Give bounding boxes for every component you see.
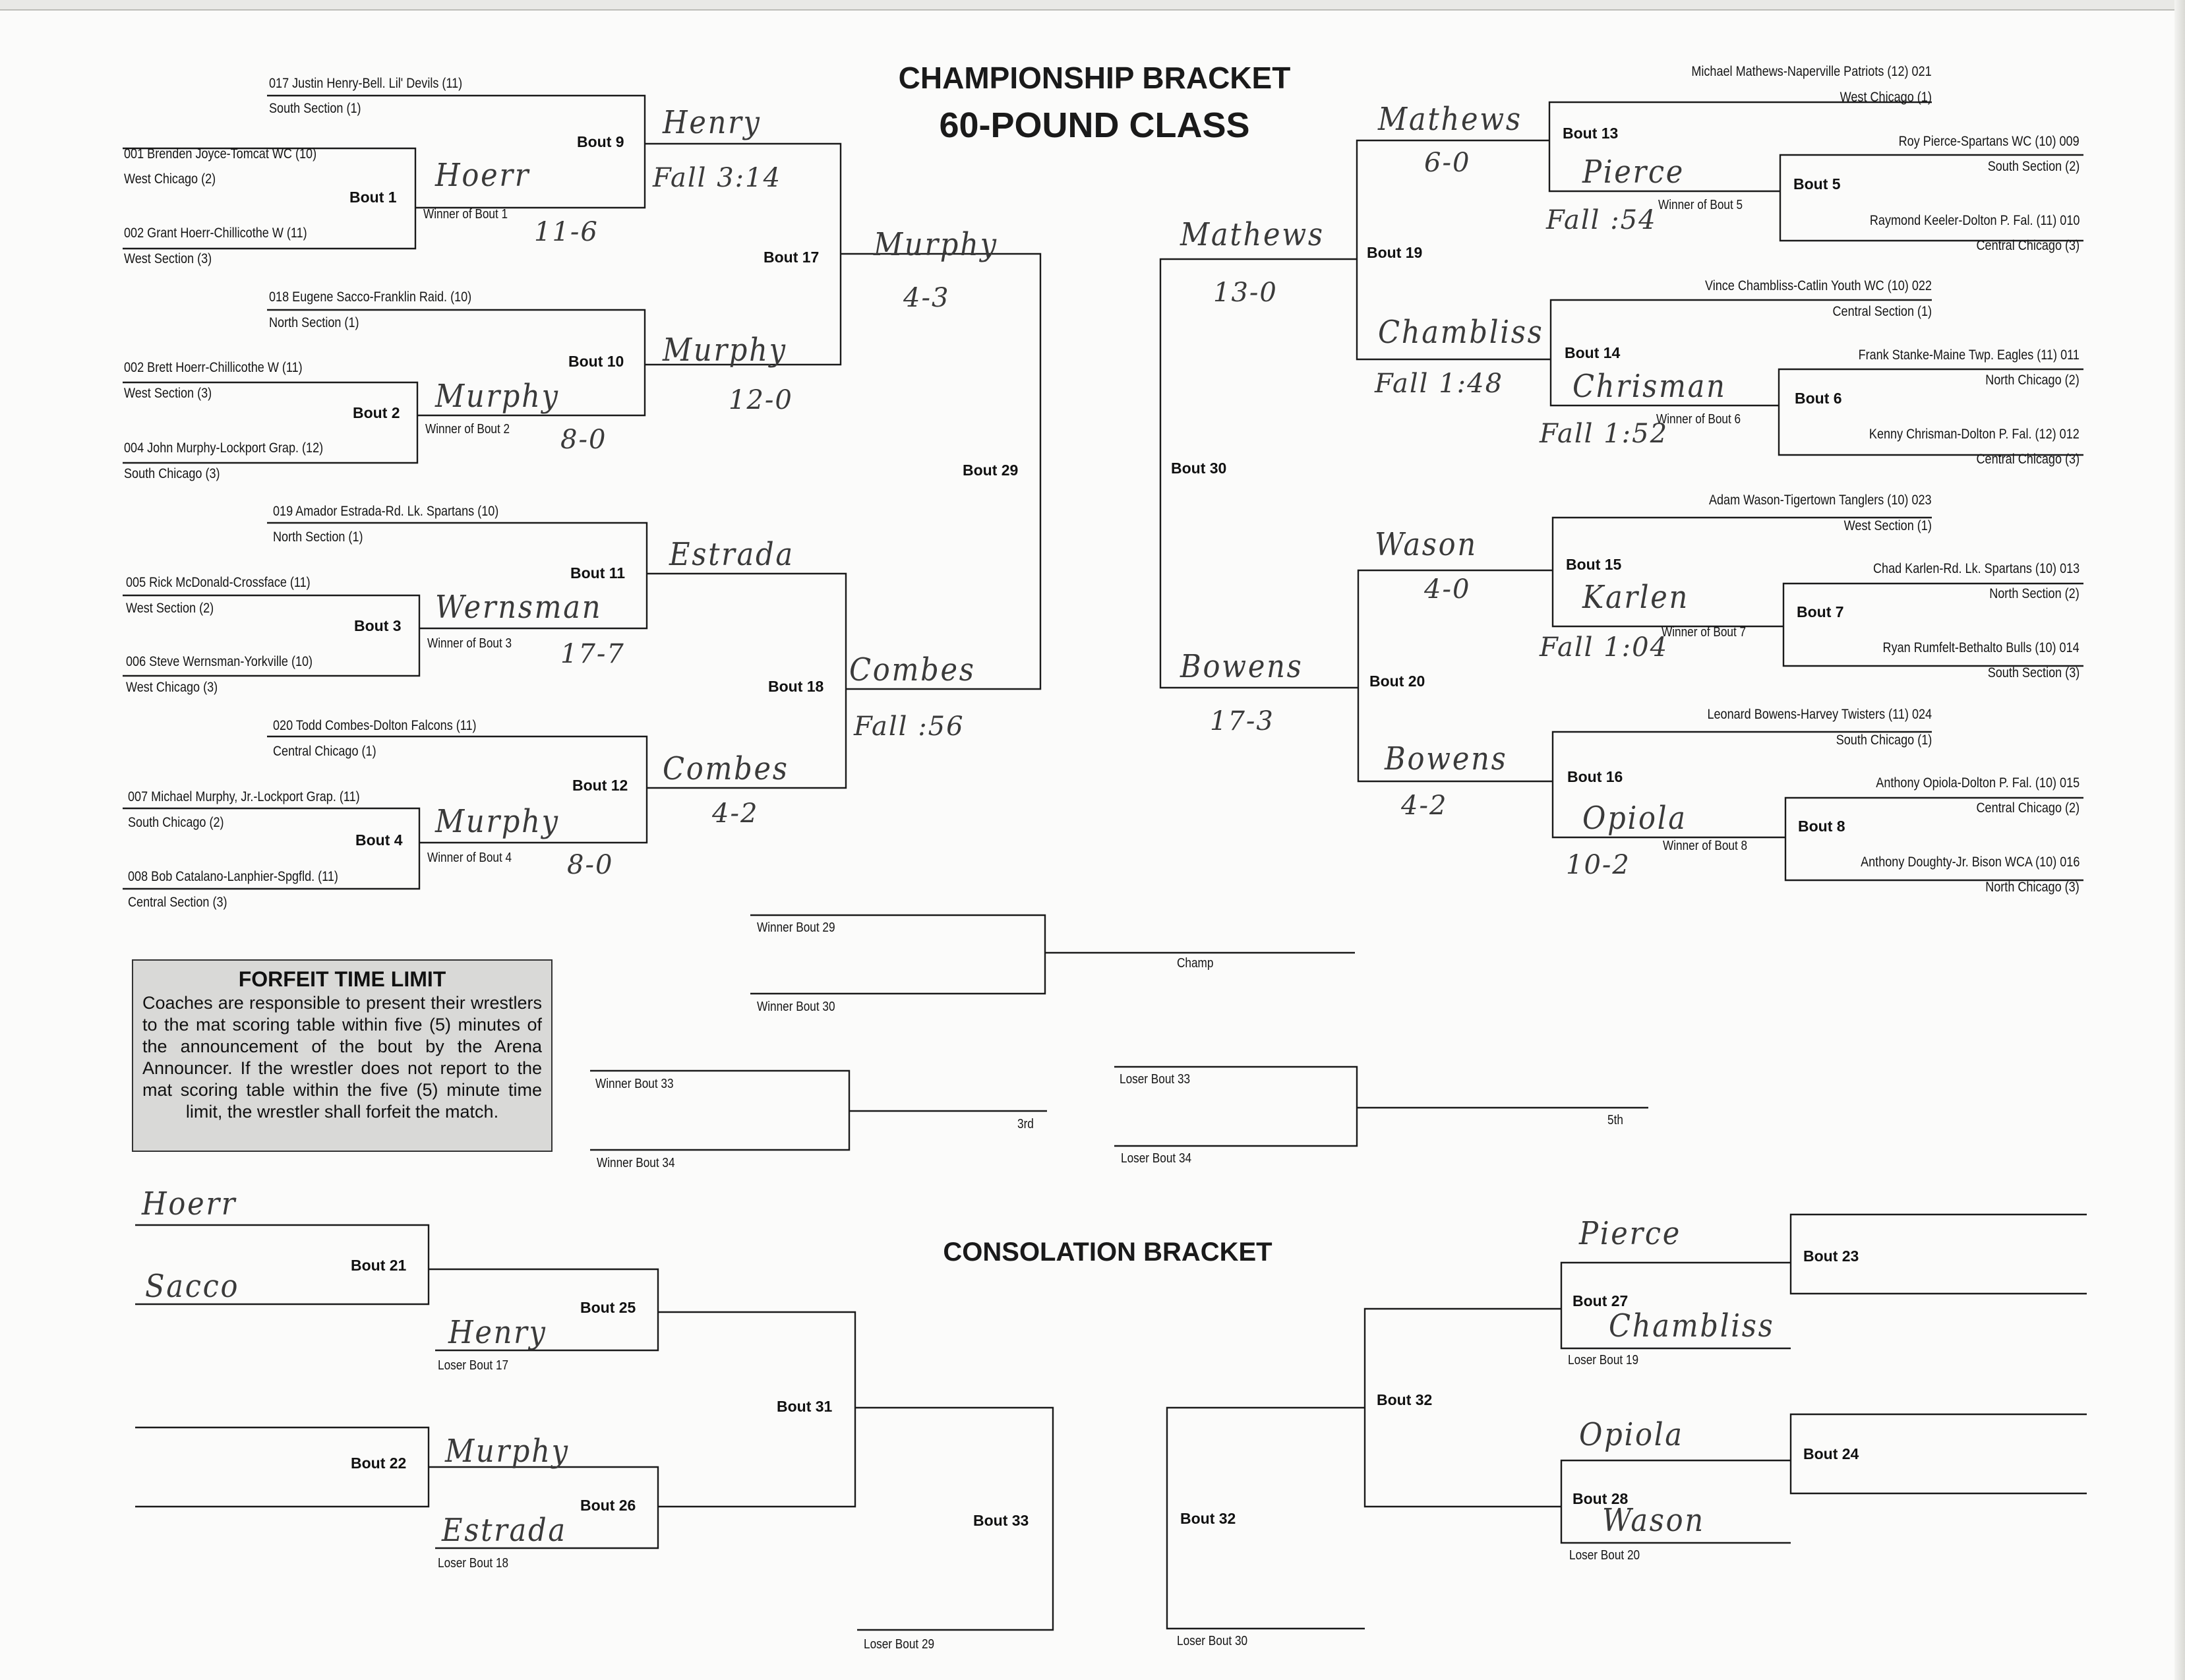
bout-label: Bout 26 [580,1497,636,1514]
handwritten-winner: Wernsman [435,589,603,626]
bout-label: Bout 32 [1180,1510,1236,1527]
wrestler-entry: 006 Steve Wernsman-Yorkville (10) [126,654,313,669]
placement-label: 3rd [1017,1117,1034,1131]
wrestler-section: West Section (3) [124,251,212,266]
page-title: CHAMPIONSHIP BRACKET [898,61,1291,95]
handwritten-score: 6-0 [1424,148,1471,178]
handwritten-winner: Murphy [435,378,560,415]
handwritten-entry: Pierce [1579,1215,1682,1252]
wrestler-entry: Michael Mathews-Naperville Patriots (12) 021 [1691,64,1932,79]
bout-label: Bout 25 [580,1299,636,1316]
handwritten-entry: Estrada [442,1512,567,1549]
wrestler-section: Central Section (1) [1832,304,1932,319]
wrestler-section: West Section (3) [124,386,212,401]
bout-label: Bout 21 [351,1257,407,1274]
handwritten-score: 8-0 [560,425,607,455]
placement-label: 5th [1607,1113,1623,1127]
wrestler-section: Central Chicago (2) [1976,800,2080,816]
handwritten-winner: Henry [663,104,762,141]
handwritten-winner: Wason [1375,526,1478,563]
slot-label: Loser Bout 20 [1569,1548,1640,1563]
slot-label: Loser Bout 19 [1568,1353,1639,1367]
bout-label: Bout 30 [1171,460,1227,477]
slot-label: Loser Bout 34 [1121,1151,1192,1166]
slot-label: Winner of Bout 3 [427,636,512,651]
wrestler-entry: 008 Bob Catalano-Lanphier-Spgfld. (11) [128,869,338,884]
wrestler-section: North Section (1) [269,315,359,330]
handwritten-winner: Murphy [663,332,787,369]
wrestler-section: West Section (1) [1843,518,1932,533]
wrestler-entry: Leonard Bowens-Harvey Twisters (11) 024 [1707,707,1932,722]
handwritten-winner: Murphy [874,226,998,263]
consolation-title: CONSOLATION BRACKET [943,1238,1272,1267]
bout-label: Bout 33 [973,1512,1029,1529]
wrestler-section: Central Chicago (3) [1976,238,2080,253]
bout-label: Bout 6 [1795,390,1842,407]
bout-label: Bout 14 [1565,344,1621,361]
wrestler-section: West Chicago (2) [124,171,216,187]
handwritten-winner: Chambliss [1378,314,1544,351]
slot-label: Winner Bout 29 [757,920,835,935]
handwritten-score: 13-0 [1213,278,1278,308]
wrestler-section: North Section (1) [273,529,363,545]
handwritten-winner: Bowens [1180,648,1303,685]
handwritten-entry: Wason [1602,1502,1705,1539]
bout-label: Bout 17 [763,249,820,266]
wrestler-entry: 004 John Murphy-Lockport Grap. (12) [124,440,324,456]
bout-label: Bout 18 [768,678,824,695]
slot-label: Winner of Bout 6 [1656,412,1741,427]
wrestler-section: West Chicago (1) [1840,90,1932,105]
bout-label: Bout 29 [963,462,1019,479]
slot-label: Winner Bout 34 [597,1156,675,1170]
wrestler-entry: 002 Grant Hoerr-Chillicothe W (11) [124,225,307,241]
bout-label: Bout 2 [353,404,400,421]
wrestler-section: North Chicago (2) [1985,373,2080,388]
handwritten-winner: Murphy [435,803,560,840]
wrestler-entry: 007 Michael Murphy, Jr.-Lockport Grap. (11) [128,789,360,804]
slot-label: Loser Bout 33 [1120,1072,1191,1087]
bout-label: Bout 1 [349,189,397,206]
wrestler-entry: Frank Stanke-Maine Twp. Eagles (11) 011 [1858,347,2080,363]
handwritten-winner: Mathews [1180,216,1325,253]
slot-label: Winner of Bout 8 [1663,839,1748,853]
wrestler-entry: 020 Todd Combes-Dolton Falcons (11) [273,718,477,733]
slot-label: Loser Bout 17 [438,1358,509,1373]
wrestler-section: West Section (2) [126,601,214,616]
bout-label: Bout 13 [1563,125,1619,142]
wrestler-section: Central Chicago (3) [1976,452,2080,467]
slot-label: Loser Bout 29 [864,1637,935,1652]
handwritten-winner: Chrisman [1572,368,1727,405]
handwritten-winner: Estrada [669,536,794,573]
bout-label: Bout 22 [351,1455,407,1472]
handwritten-winner: Karlen [1582,579,1690,616]
handwritten-entry: Chambliss [1609,1307,1775,1344]
handwritten-score: 4-0 [1424,574,1471,605]
handwritten-winner: Pierce [1582,154,1685,191]
forfeit-body: Coaches are responsible to present their wrestlers to the mat scoring table within five (5) minutes of the announcement of the bout by the Arena Announcer. If the wrestler does not report to the mat scoring table within the five (5) minute time limit, the wrestler shall forfeit the match. [142,993,542,1122]
handwritten-score: 12-0 [729,385,793,415]
wrestler-entry: Vince Chambliss-Catlin Youth WC (10) 022 [1705,278,1932,293]
handwritten-score: 17-3 [1210,706,1274,736]
wrestler-section: North Chicago (3) [1985,880,2080,895]
slot-label: Winner of Bout 7 [1661,625,1747,640]
slot-label: Winner of Bout 4 [427,851,512,865]
bout-label: Bout 11 [570,564,626,582]
wrestler-entry: Raymond Keeler-Dolton P. Fal. (11) 010 [1869,213,2080,228]
wrestler-entry: 001 Brenden Joyce-Tomcat WC (10) [124,146,317,162]
wrestler-entry: 018 Eugene Sacco-Franklin Raid. (10) [269,289,472,305]
bout-label: Bout 7 [1797,603,1844,620]
bout-label: Bout 10 [568,353,624,370]
wrestler-entry: 017 Justin Henry-Bell. Lil' Devils (11) [269,76,463,91]
wrestler-section: North Section (2) [1989,586,2080,601]
slot-label: Winner Bout 33 [595,1077,674,1091]
wrestler-entry: Kenny Chrisman-Dolton P. Fal. (12) 012 [1869,427,2080,442]
forfeit-notice [132,959,553,1152]
handwritten-score: 11-6 [534,217,599,247]
bout-label: Bout 15 [1566,556,1622,573]
wrestler-entry: Ryan Rumfelt-Bethalto Bulls (10) 014 [1882,640,2080,655]
wrestler-section: South Chicago (1) [1836,733,1932,748]
slot-label: Loser Bout 30 [1177,1634,1248,1648]
bout-label: Bout 24 [1803,1445,1859,1462]
handwritten-score: 4-2 [1401,791,1448,821]
handwritten-score: Fall 3:14 [653,163,782,193]
bout-label: Bout 3 [354,617,402,634]
handwritten-entry: Hoerr [142,1185,237,1222]
bout-label: Bout 9 [577,133,624,150]
bout-label: Bout 19 [1367,244,1423,261]
wrestler-section: South Section (1) [269,101,361,116]
wrestler-entry: Anthony Doughty-Jr. Bison WCA (10) 016 [1860,855,2080,870]
wrestler-entry: Anthony Opiola-Dolton P. Fal. (10) 015 [1876,775,2080,791]
wrestler-entry: Adam Wason-Tigertown Tanglers (10) 023 [1709,493,1932,508]
wrestler-entry: Roy Pierce-Spartans WC (10) 009 [1898,134,2080,149]
bout-label: Bout 20 [1369,673,1425,690]
wrestler-section: South Chicago (3) [124,466,220,481]
wrestler-section: South Section (2) [1987,159,2080,174]
bout-label: Bout 27 [1572,1292,1629,1309]
wrestler-section: South Chicago (2) [128,815,224,830]
handwritten-winner: Mathews [1378,101,1522,138]
handwritten-entry: Henry [448,1314,547,1351]
bout-label: Bout 16 [1567,768,1623,785]
bout-label: Bout 32 [1377,1391,1433,1408]
wrestler-section: South Section (3) [1987,665,2080,680]
handwritten-score: Fall :56 [854,711,965,742]
handwritten-score: Fall 1:04 [1540,632,1669,663]
bout-label: Bout 4 [355,831,403,849]
handwritten-score: 8-0 [567,850,614,880]
wrestler-entry: 002 Brett Hoerr-Chillicothe W (11) [124,360,303,375]
bout-label: Bout 5 [1793,175,1841,193]
handwritten-score: 17-7 [560,639,625,669]
wrestler-section: West Chicago (3) [126,680,218,695]
slot-label: Winner Bout 30 [757,1000,835,1014]
handwritten-score: Fall 1:48 [1375,369,1504,399]
handwritten-winner: Opiola [1582,800,1687,837]
wrestler-entry: 019 Amador Estrada-Rd. Lk. Spartans (10) [273,504,499,519]
slot-label: Winner of Bout 2 [425,422,510,436]
handwritten-entry: Sacco [145,1268,240,1305]
handwritten-entry: Murphy [445,1433,570,1470]
forfeit-title: FORFEIT TIME LIMIT [238,967,446,991]
handwritten-score: Fall 1:52 [1540,419,1669,449]
bout-label: Bout 8 [1798,818,1845,835]
slot-label: Loser Bout 18 [438,1556,509,1571]
handwritten-winner: Bowens [1385,740,1508,777]
handwritten-score: Fall :54 [1546,205,1657,235]
wrestler-section: Central Chicago (1) [273,744,376,759]
placement-label: Champ [1177,956,1214,971]
slot-label: Winner of Bout 1 [423,207,508,222]
wrestler-section: Central Section (3) [128,895,227,910]
bout-label: Bout 28 [1572,1490,1629,1507]
handwritten-winner: Combes [663,750,789,787]
handwritten-winner: Combes [849,651,976,688]
bout-label: Bout 23 [1803,1247,1859,1265]
handwritten-score: 4-2 [712,798,759,829]
handwritten-score: 10-2 [1566,850,1631,880]
slot-label: Winner of Bout 5 [1658,198,1743,212]
bout-label: Bout 12 [572,777,628,794]
wrestler-entry: 005 Rick McDonald-Crossface (11) [126,575,311,590]
wrestler-entry: Chad Karlen-Rd. Lk. Spartans (10) 013 [1872,561,2080,576]
handwritten-score: 4-3 [903,283,950,313]
handwritten-winner: Hoerr [435,157,531,194]
weight-class-title: 60-POUND CLASS [939,105,1250,145]
handwritten-entry: Opiola [1579,1416,1684,1453]
bout-label: Bout 31 [777,1398,833,1415]
